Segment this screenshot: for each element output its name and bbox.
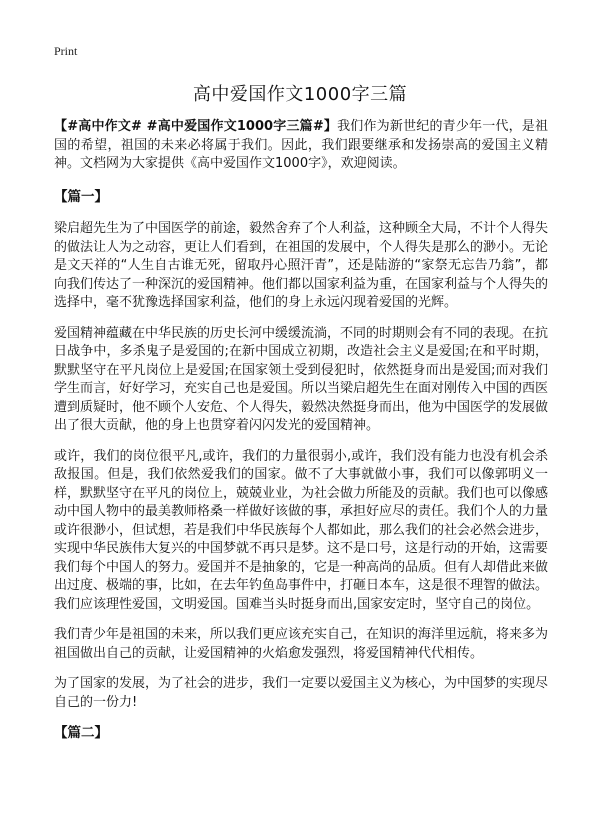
print-label: Print — [54, 44, 78, 58]
intro-paragraph — [54, 118, 548, 174]
page-title: 高中爱国作文1000字三篇 — [192, 84, 408, 105]
paragraph: 爱国精神蕴藏在中华民族的历史长河中缓缓流淌，不同的时期则会有不同的表现。在抗日战争中，多杀鬼子是爱国的;在新中国成立初期，改造社会主义是爱国;在和平时期，默默坚守在平凡岗位上是爱国;在国家领土受到侵犯时，依然挺身而出是爱国;而对我们学生而言，好好学习，充实自己也是爱国。所以当梁启超先生在面对刚传入中国的西医遭到质疑时，他不顾个人安危、个人得失，毅然决然挺身而出，他为中国医学的发展做出了很大贡献，他的身上也贯穿着闪闪发光的爱国精神。 — [54, 325, 549, 433]
paragraph: 为了国家的发展，为了社会的进步，我们一定要以爱国主义为核心，为中国梦的实现尽自己的一份力! — [54, 676, 549, 710]
document-body — [54, 118, 548, 757]
intro-text: 我们作为新世纪的青少年一代，是祖国的希望，祖国的未来必将属于我们。因此，我们跟要继承和发扬崇高的爱国主义精神。文档网为大家提供《高中爱国作文1000字》，欢迎阅读。 — [54, 119, 548, 171]
section-heading-1: 【篇一】 — [54, 188, 108, 205]
intro-tag: 【#高中作文# #高中爱国作文1000字三篇#】 — [54, 119, 338, 134]
paragraph: 或许，我们的岗位很平凡,或许，我们的力量很弱小,或许，我们没有能力也没有机会杀敌报国。但是，我们依然爱我们的国家。做不了大事就做小事，我们可以像郭明义一样，默默坚守在平凡的岗位上，兢兢业业，为社会做力所能及的贡献。我们也可以像感动中国人物中的最美教师格桑一样做好该做的事，承担好应尽的责任。我们个人的力量或许很渺小，但试想，若是我们中华民族每个人都如此，那么我们的社会必然会进步，实现中华民族伟大复兴的中国梦就不再只是梦。这不是口号，这是行动的开始，这需要我们每个中国人的努力。爱国并不是抽象的，它是一种高尚的品质。但有人却借此来做出过度、极端的事，比如，在去年钓鱼岛事件中，打砸日本车，这是很不理智的做法。我们应该理性爱国，文明爱国。国难当头时挺身而出,国家安定时，坚守自己的岗位。 — [54, 448, 549, 612]
section-heading-2: 【篇二】 — [54, 725, 108, 741]
paragraph: 我们青少年是祖国的未来，所以我们更应该充实自己，在知识的海洋里远航，将来多为祖国做出自己的贡献，让爱国精神的火焰愈发强烈，将爱国精神代代相传。 — [54, 627, 549, 661]
paragraph: 梁启超先生为了中国医学的前途，毅然舍弃了个人利益，这种顾全大局，不计个人得失的做法让人为之动容，更让人们看到，在祖国的发展中，个人得失是那么的渺小。无论是文天祥的“人生自古谁无死，留取丹心照汗青”，还是陆游的“家祭无忘告乃翁”，都向我们传达了一种深沉的爱国精神。他们都以国家利益为重，在国家利益与个人得失的选择中，毫不犹豫选择国家利益，他们的身上永远闪现着爱国的光辉。 — [54, 221, 549, 310]
